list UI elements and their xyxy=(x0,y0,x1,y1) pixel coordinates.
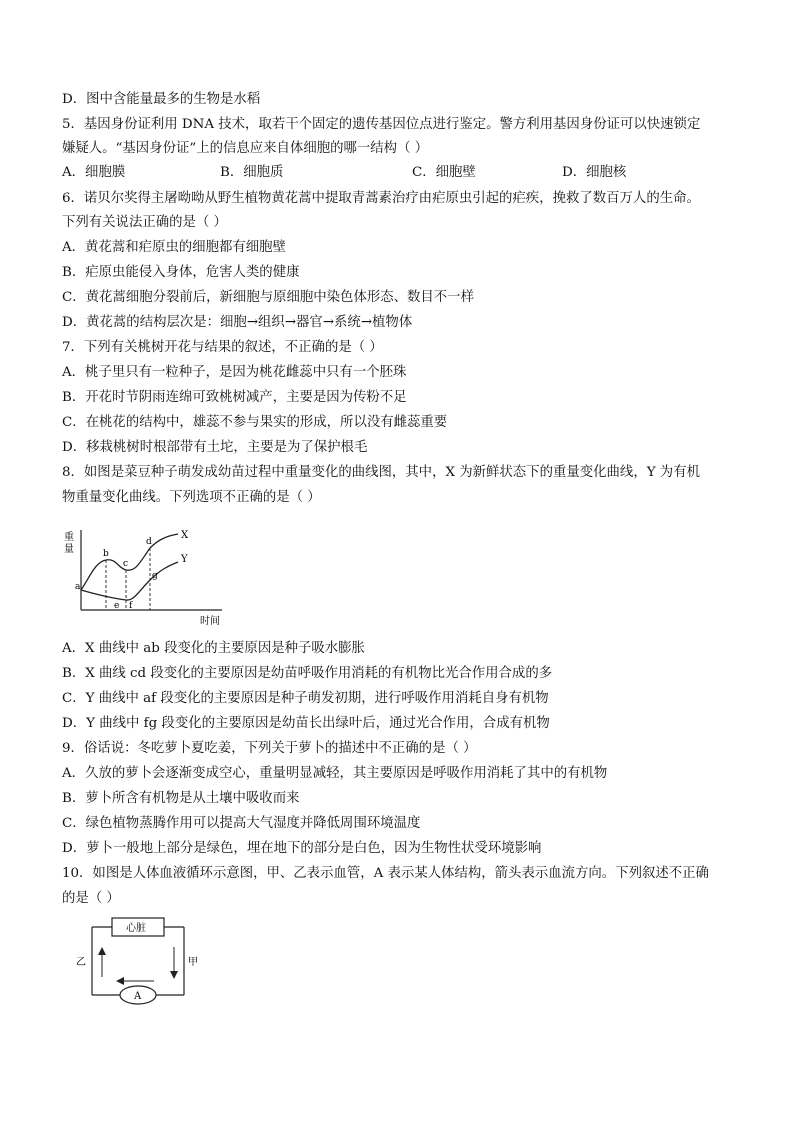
q7-option-c: C．在桃花的结构中，雄蕊不参与果实的形成，所以没有雌蕊重要 xyxy=(62,415,448,430)
q6-stem-line1: 6．诺贝尔奖得主屠呦呦从野生植物黄花蒿中提取青蒿素治疗由疟原虫引起的疟疾，挽救了数百万人的生命。 xyxy=(62,191,700,206)
q8-weight-curve-figure xyxy=(60,522,240,630)
left-flow-arrowhead xyxy=(98,947,106,955)
q8-option-d: D．Y 曲线中 fg 段变化的主要原因是幼苗长出绿叶后，通过光合作用，合成有机物 xyxy=(62,716,550,731)
q7-option-d: D．移栽桃树时根部带有土坨，主要是为了保护根毛 xyxy=(62,440,368,455)
q5-stem-line2: 嫌疑人。“基因身份证”上的信息应来自体细胞的哪一结构（ ） xyxy=(62,141,429,156)
x-axis-label: 时间 xyxy=(200,616,220,627)
curve-x-label: X xyxy=(181,530,189,541)
point-e-label: e xyxy=(114,601,120,611)
q9-option-c: C．绿色植物蒸腾作用可以提高大气湿度并降低周围环境温度 xyxy=(62,816,421,831)
q7-stem: 7．下列有关桃树开花与结果的叙述，不正确的是（ ） xyxy=(62,340,383,355)
curve-y-label: Y xyxy=(181,554,188,565)
q9-option-d: D．萝卜一般地上部分是绿色，埋在地下的部分是白色，因为生物性状受环境影响 xyxy=(62,841,542,856)
q4-option-d: D．图中含能量最多的生物是水稻 xyxy=(62,92,261,107)
point-c-label: c xyxy=(123,559,129,569)
q10-stem-line1: 10．如图是人体血液循环示意图，甲、乙表示血管，A 表示某人体结构，箭头表示血流方向。下列叙述不正确 xyxy=(62,866,709,881)
q8-stem-line1: 8．如图是菜豆种子萌发成幼苗过程中重量变化的曲线图，其中，X 为新鲜状态下的重量变化曲线，Y 为有机 xyxy=(62,465,700,480)
q10-circulation-figure xyxy=(62,915,212,1015)
q9-option-b: B．萝卜所含有机物是从土壤中吸收而来 xyxy=(62,791,300,806)
q7-option-b: B．开花时节阴雨连绵可致桃树减产，主要是因为传粉不足 xyxy=(62,390,407,405)
y-axis-label-1: 重 xyxy=(64,532,74,543)
q6-option-b: B．疟原虫能侵入身体，危害人类的健康 xyxy=(62,265,300,280)
curve-x xyxy=(81,534,178,590)
q6-option-a: A．黄花蒿和疟原虫的细胞都有细胞壁 xyxy=(62,240,286,255)
q10-stem-line2: 的是（ ） xyxy=(62,891,120,906)
vessel-yi-label: 乙 xyxy=(76,957,86,968)
q6-stem-line2: 下列有关说法正确的是（ ） xyxy=(62,215,227,230)
q8-option-b: B．X 曲线 cd 段变化的主要原因是幼苗呼吸作用消耗的有机物比光合作用合成的多 xyxy=(62,666,553,681)
q6-option-d: D．黄花蒿的结构层次是：细胞→组织→器官→系统→植物体 xyxy=(62,315,413,330)
q8-option-a: A．X 曲线中 ab 段变化的主要原因是种子吸水膨胀 xyxy=(62,641,365,656)
q9-option-a: A．久放的萝卜会逐渐变成空心，重量明显减轻，其主要原因是呼吸作用消耗了其中的有机物 xyxy=(62,766,608,781)
q5-stem-line1: 5．基因身份证利用 DNA 技术，取若干个固定的遗传基因位点进行鉴定。警方利用基因身份证可以快速锁定 xyxy=(62,117,701,132)
heart-label: 心脏 xyxy=(126,923,146,934)
structure-a-label: A xyxy=(134,991,142,1002)
vessel-jia-label: 甲 xyxy=(188,957,198,968)
point-b-label: b xyxy=(103,549,109,559)
point-f-label: f xyxy=(129,601,133,611)
y-axis-label-2: 量 xyxy=(64,544,74,555)
bottom-flow-arrowhead xyxy=(116,977,124,985)
right-flow-arrowhead xyxy=(170,971,178,979)
q8-option-c: C．Y 曲线中 af 段变化的主要原因是种子萌发初期，进行呼吸作用消耗自身有机物 xyxy=(62,691,549,706)
q5-option-a: A．细胞膜 xyxy=(62,165,126,180)
q5-option-b: B．细胞质 xyxy=(220,165,284,180)
q9-stem: 9．俗话说：冬吃萝卜夏吃姜，下列关于萝卜的描述中不正确的是（ ） xyxy=(62,741,477,756)
point-g-label: g xyxy=(152,571,158,581)
q8-stem-line2: 物重量变化曲线。下列选项不正确的是（ ） xyxy=(62,490,321,505)
q7-option-a: A．桃子里只有一粒种子，是因为桃花雌蕊中只有一个胚珠 xyxy=(62,365,407,380)
q5-option-d: D．细胞核 xyxy=(562,165,627,180)
point-d-label: d xyxy=(146,537,152,547)
q5-option-c: C．细胞壁 xyxy=(412,165,476,180)
q6-option-c: C．黄花蒿细胞分裂前后，新细胞与原细胞中染色体形态、数目不一样 xyxy=(62,290,474,305)
point-a-label: a xyxy=(75,582,81,592)
